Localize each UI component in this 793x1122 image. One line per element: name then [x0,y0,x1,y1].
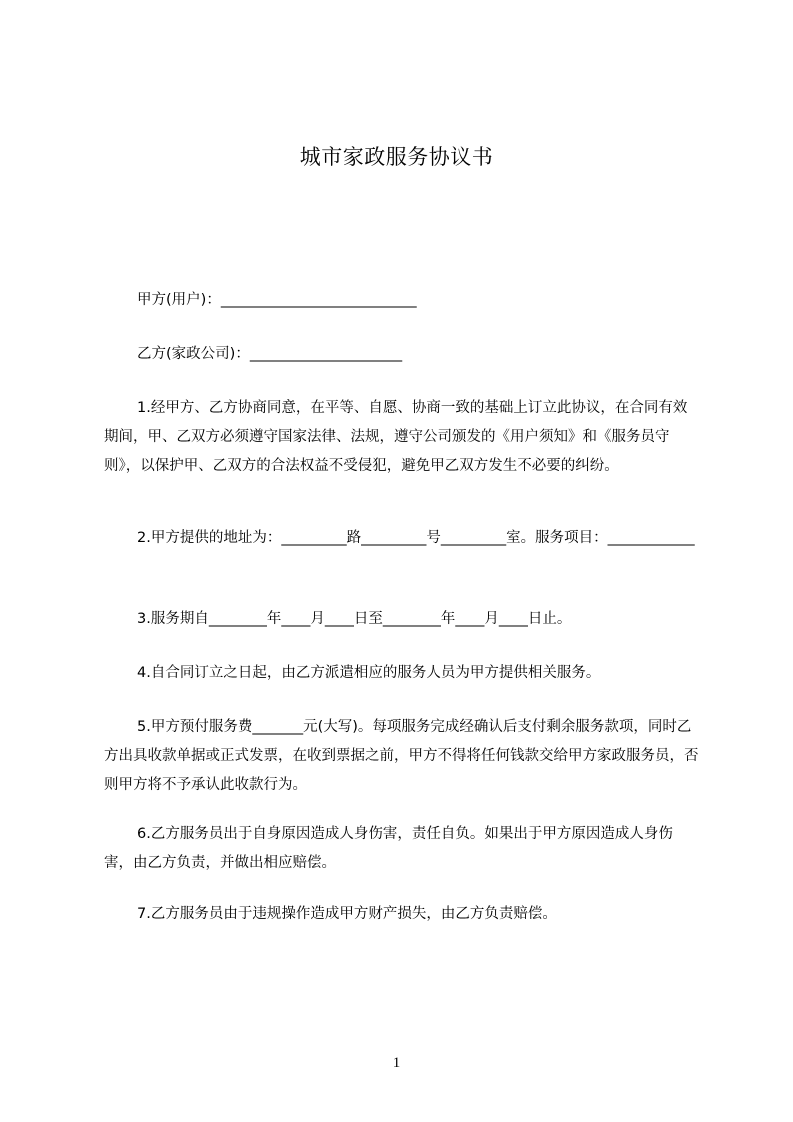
clause-5: 5.甲方预付服务费_______元(大写)。每项服务完成经确认后支付剩余服务款项，同时乙方出具收款单据或正式发票，在收到票据之前，甲方不得将任何钱款交给甲方家政服务员，否则甲方将不予承认此收款行为。 [104,719,699,793]
clause-7: 7.乙方服务员由于违规操作造成甲方财产损失，由乙方负责赔偿。 [137,906,557,922]
clause-2: 2.甲方提供的地址为：_________路_________号_________室。服务项目：____________ [137,530,695,546]
page-number: 1 [392,1055,401,1071]
party-a-line: 甲方(用户)：___________________________ [137,292,417,308]
clause-4: 4.自合同订立之日起，由乙方派遣相应的服务人员为甲方提供相关服务。 [137,665,601,681]
party-b-line: 乙方(家政公司)：_____________________ [137,346,403,362]
clause-6: 6.乙方服务员出于自身原因造成人身伤害，责任自负。如果出于甲方原因造成人身伤害，由乙方负责，并做出相应赔偿。 [104,826,673,871]
clause-3: 3.服务期自________年____月____日至________年____月____日止。 [137,611,572,627]
document-title: 城市家政服务协议书 [299,145,494,169]
clause-1: 1.经甲方、乙方协商同意，在平等、自愿、协商一致的基础上订立此协议，在合同有效期间，甲、乙双方必须遵守国家法律、法规，遵守公司颁发的《用户须知》和《服务员守则》，以保护甲、乙双方的合法权益不受侵犯，避免甲乙双方发生不必要的纠纷。 [104,400,688,474]
